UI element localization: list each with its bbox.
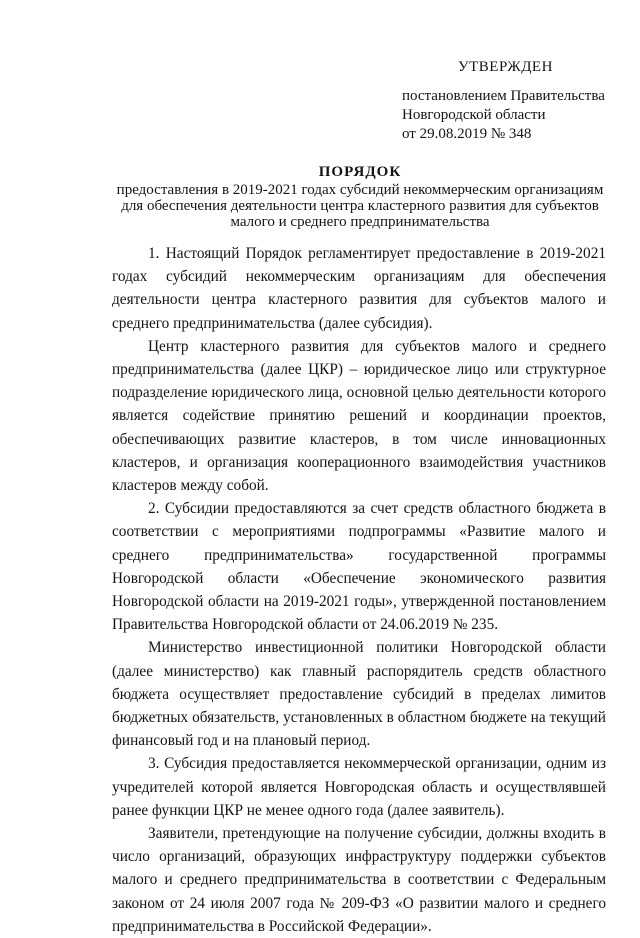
- subtitle-line: предоставления в 2019-2021 годах субсидий некоммерческим организациям: [116, 182, 604, 198]
- approval-line-1: постановлением Правительства: [402, 88, 605, 104]
- paragraph-2: 2. Субсидии предоставляются за счет средств областного бюджета в соответствии с мероприятиями подпрограммы «Развитие малого и среднего предпринимательства» государственной программы Новгородской области «Обеспечение экономического развития Новгородской области на 2019-2021 годы», утвержденной постановлением Правительства Новгородской области от 24.06.2019 № 235.: [112, 500, 606, 634]
- document-body: [112, 242, 606, 938]
- approval-line-3: от 29.08.2019 № 348: [402, 126, 532, 142]
- subtitle-line: малого и среднего предпринимательства: [230, 214, 490, 230]
- subtitle-line: для обеспечения деятельности центра кластерного развития для субъектов: [121, 198, 599, 214]
- document-title: ПОРЯДОК: [318, 164, 402, 180]
- approved-label: УТВЕРЖДЕН: [458, 59, 553, 75]
- paragraph-1: 1. Настоящий Порядок регламентирует предоставление в 2019-2021 годах субсидий некоммерческим организациям для обеспечения деятельности центра кластерного развития для субъектов малого и среднего предпринимательства (далее субсидия).: [112, 245, 606, 332]
- paragraph-ckr-definition: Центр кластерного развития для субъектов малого и среднего предпринимательства (далее ЦКР) – юридическое лицо или структурное подразделение юридического лица, основной целью деятельности которого является содействие принятию решений и координации проектов, обеспечивающих развитие кластеров, в том числе инновационных кластеров, и организация кооперационного взаимодействия участников кластеров между собой.: [112, 337, 606, 495]
- approval-line-2: Новгородской области: [402, 107, 546, 123]
- paragraph-applicants: Заявители, претендующие на получение субсидии, должны входить в число организаций, образующих инфраструктуру поддержки субъектов малого и среднего предпринимательства в соответствии с Федеральным законом от 24 июля 2007 года № 209-ФЗ «О развитии малого и среднего предпринимательства в Российской Федерации».: [112, 825, 606, 935]
- approval-stamp: [402, 58, 632, 144]
- document-subtitle: [100, 182, 620, 230]
- paragraph-ministry: Министерство инвестиционной политики Новгородской области (далее министерство) как главный распорядитель средств областного бюджета осуществляет предоставление субсидий в пределах лимитов бюджетных обязательств, установленных в областном бюджете на текущий финансовый год и на плановый период.: [112, 639, 606, 750]
- paragraph-3: 3. Субсидия предоставляется некоммерческой организации, одним из учредителей которой является Новгородская область и осуществлявшей ранее функции ЦКР не менее одного года (далее заявитель).: [112, 755, 606, 819]
